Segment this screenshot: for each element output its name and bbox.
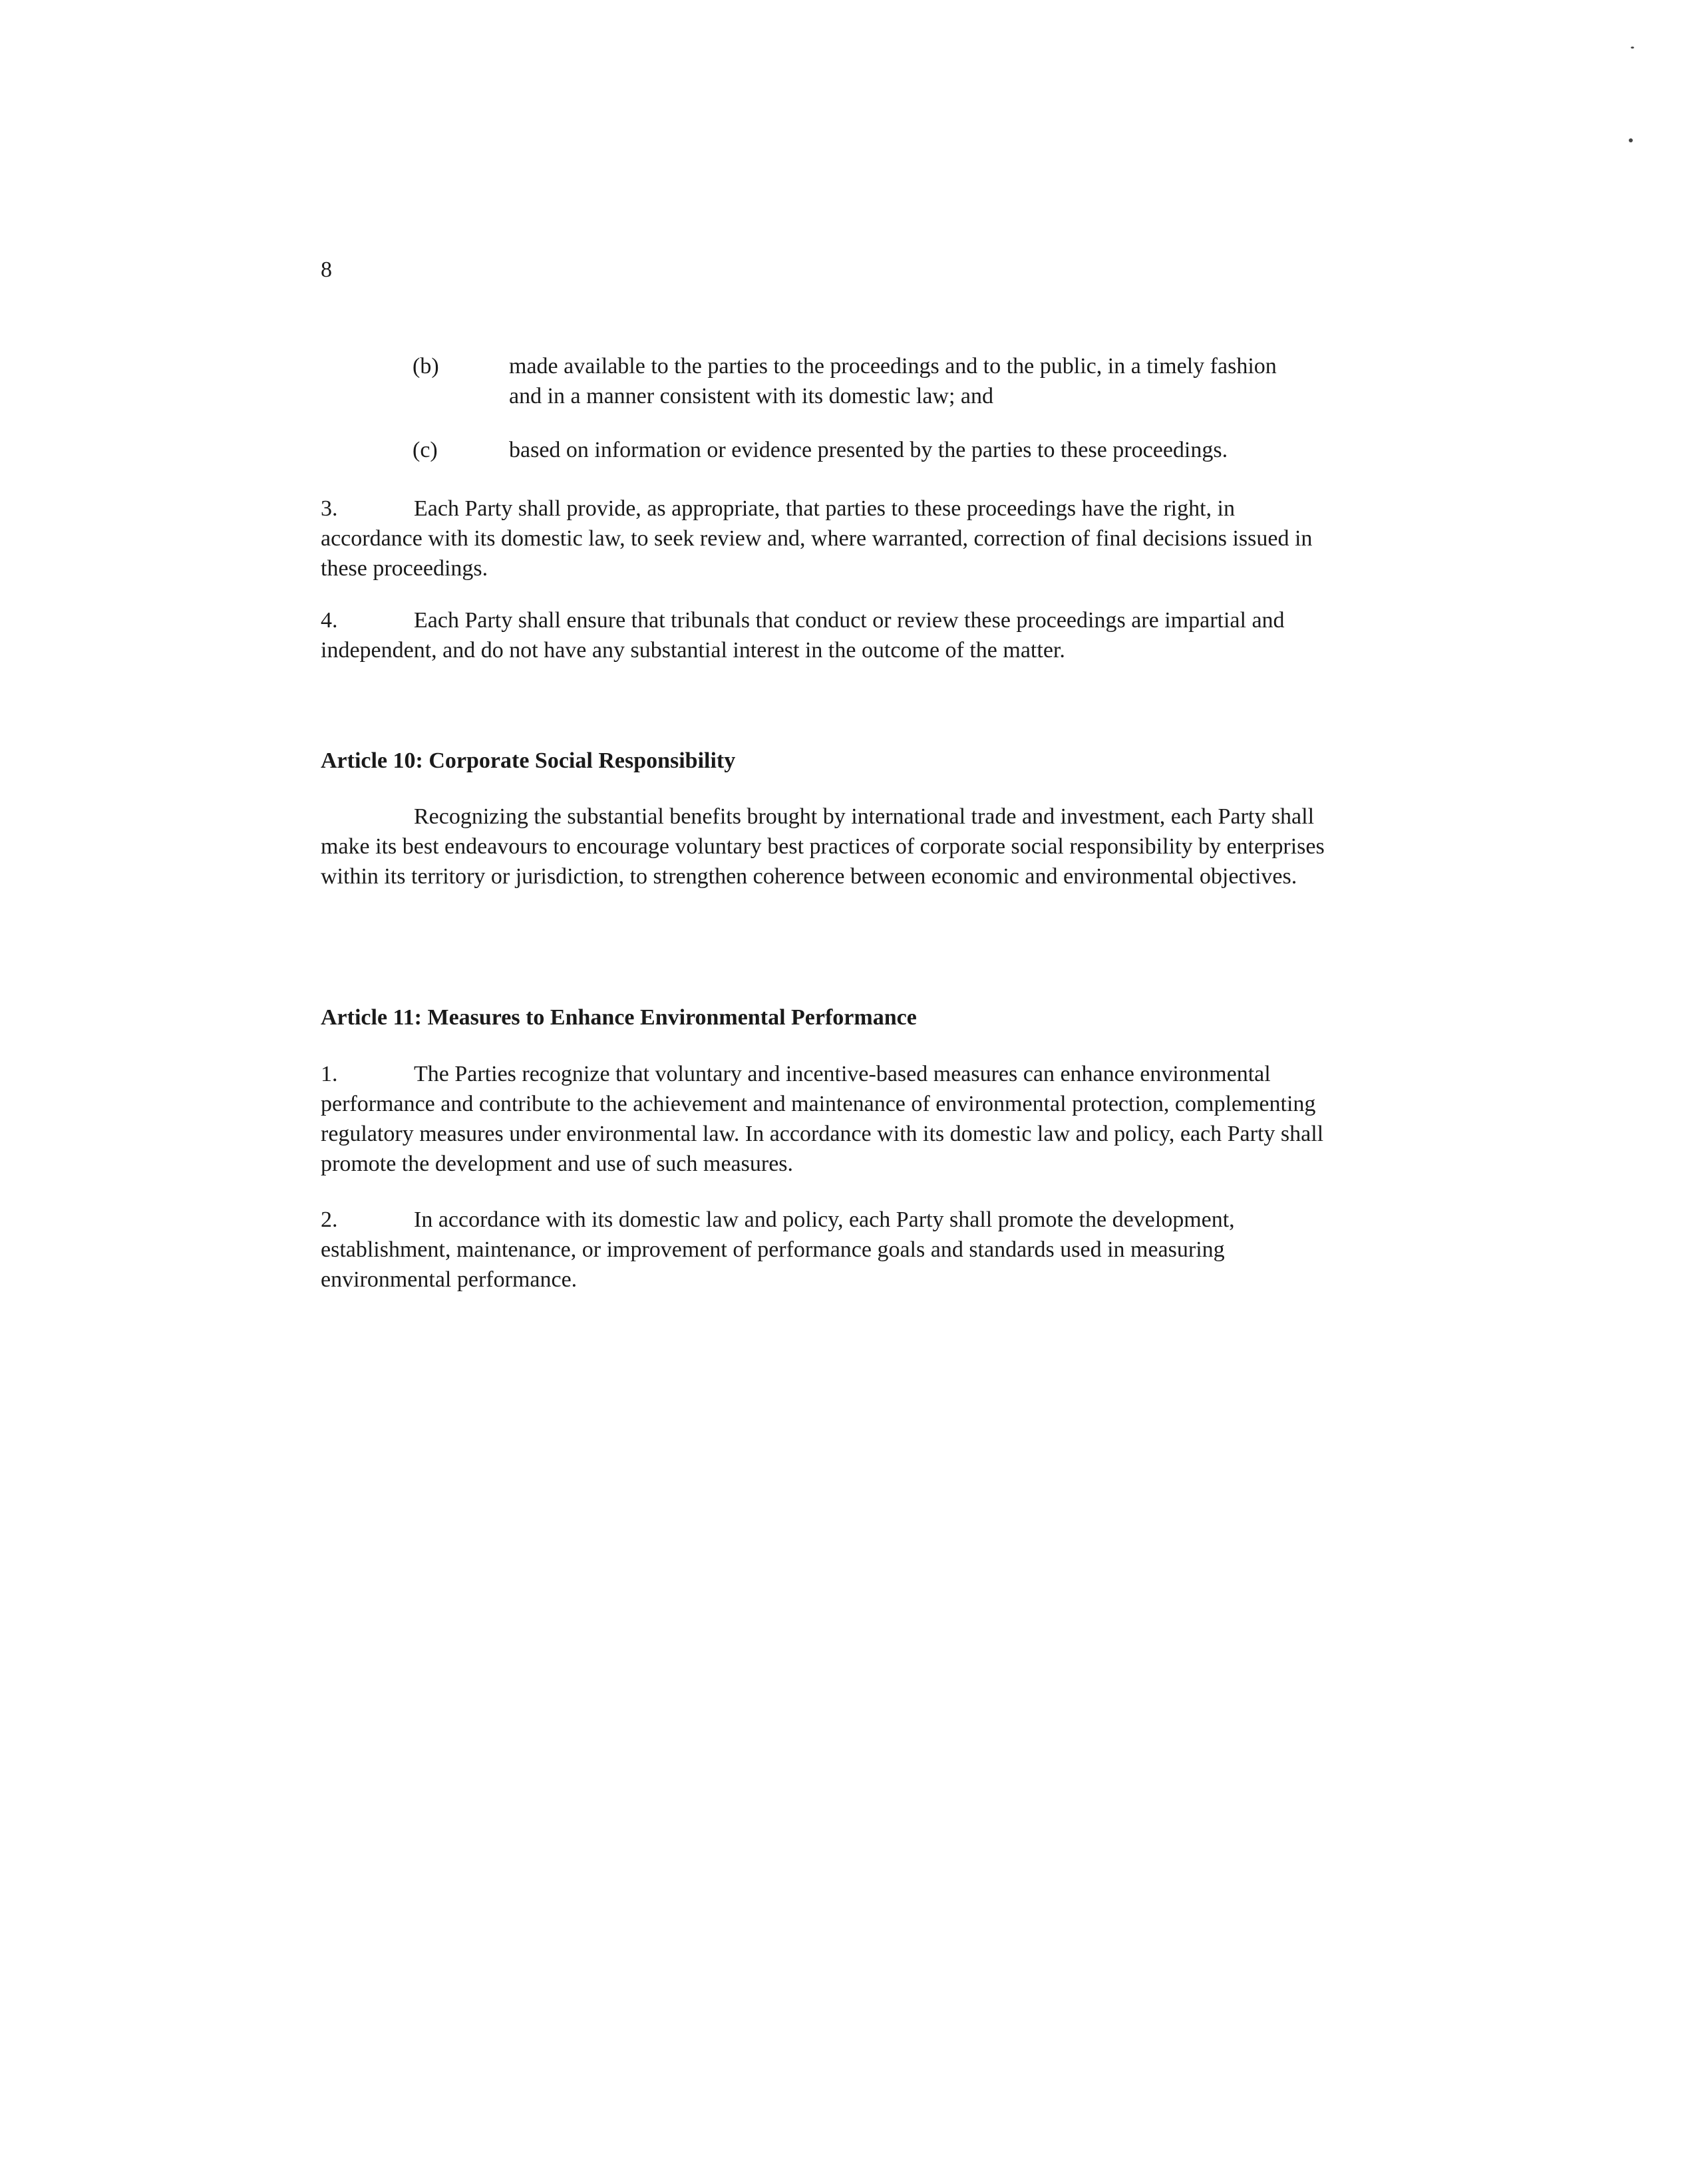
list-marker: (c) — [413, 438, 438, 462]
paragraph-number: 1. — [321, 1062, 338, 1086]
scan-speck — [1629, 138, 1633, 142]
paragraph-text: Each Party shall provide, as appropriate, that parties to these proceedings have the right, in accordance with its domestic law, to seek review and, where warranted, correction of final decisions issued in these proceedings. — [321, 496, 1313, 581]
article-11-heading: Article 11: Measures to Enhance Environmental Performance — [321, 1005, 917, 1030]
list-item-c — [413, 435, 1344, 465]
article-10-heading: Article 10: Corporate Social Responsibility — [321, 748, 736, 773]
paragraph-text: In accordance with its domestic law and policy, each Party shall promote the development, establishment, maintenance, or improvement of performance goals and standards used in measuring environmental performance. — [321, 1207, 1235, 1292]
article-11-paragraph-1 — [321, 1059, 1332, 1179]
paragraph-number: 3. — [321, 496, 338, 521]
paragraph-text: Each Party shall ensure that tribunals that conduct or review these proceedings are impartial and independent, and do not have any substantial interest in the outcome of the matter. — [321, 608, 1285, 663]
scan-speck — [1631, 47, 1634, 49]
article-11-paragraph-2 — [321, 1205, 1332, 1295]
paragraph-number: 2. — [321, 1207, 338, 1232]
list-item-b — [413, 351, 1344, 411]
paragraph-text: The Parties recognize that voluntary and incentive-based measures can enhance environmental performance and contribute to the achievement and maintenance of environmental protection, complementing regulatory measures under environmental law. In accordance with its domestic law and policy, each Party shall promote the development and use of such measures. — [321, 1062, 1324, 1176]
paragraph-number: 4. — [321, 608, 338, 633]
paragraph-3 — [321, 494, 1332, 583]
list-item-text: based on information or evidence presented by the parties to these proceedings. — [509, 438, 1228, 462]
page-number: 8 — [321, 257, 332, 282]
article-10-text: Recognizing the substantial benefits brought by international trade and investment, each Party shall make its best endeavours to encourage voluntary best practices of corporate social responsibility by enterprises within its territory or jurisdiction, to strengthen coherence between economic and environmental objectives. — [321, 804, 1325, 889]
list-item-text: made available to the parties to the proceedings and to the public, in a timely fashion and in a manner consistent with its domestic law; and — [509, 354, 1277, 408]
paragraph-4 — [321, 605, 1332, 665]
list-marker: (b) — [413, 354, 439, 379]
